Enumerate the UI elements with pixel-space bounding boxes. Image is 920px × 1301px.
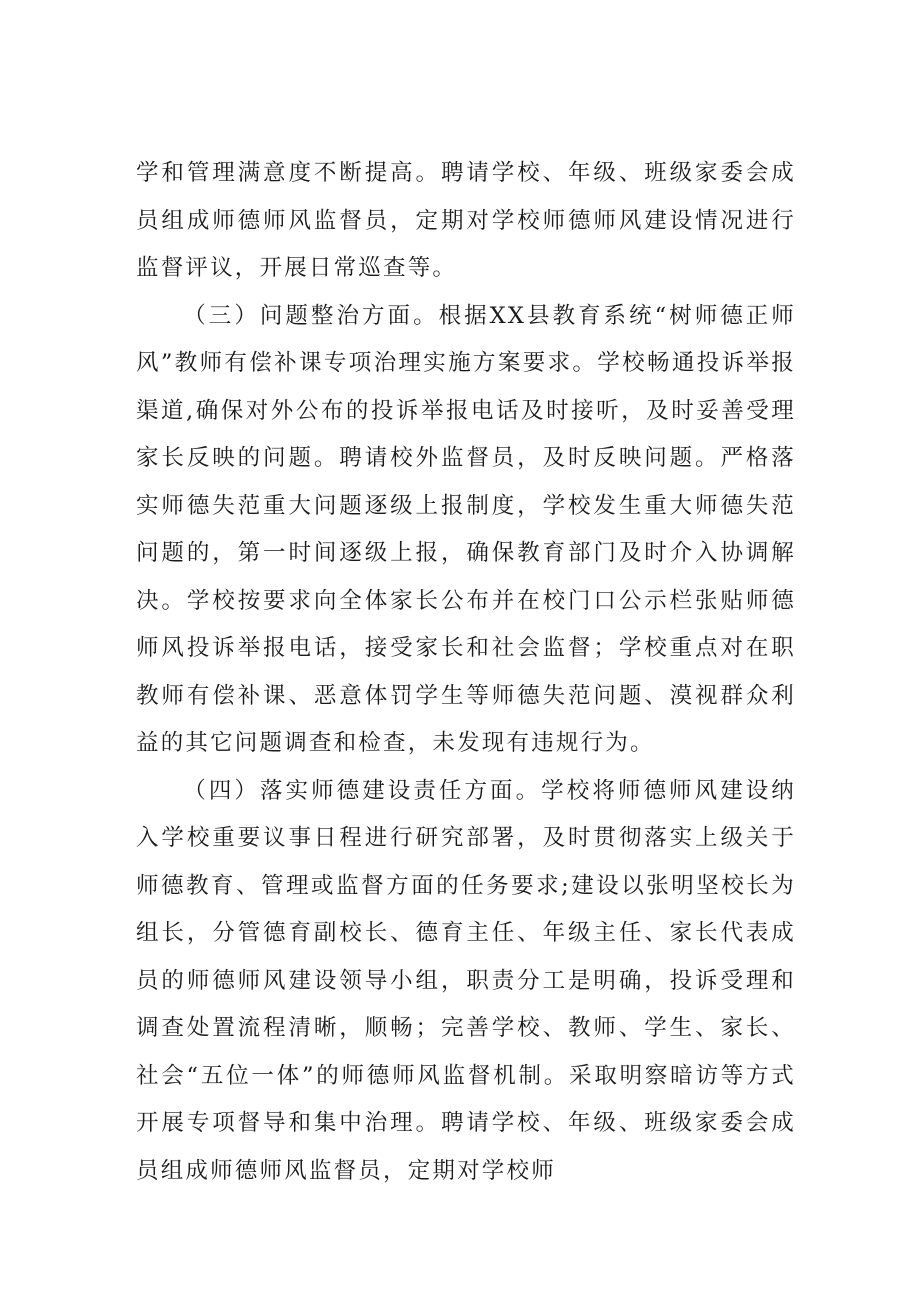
paragraph-continuation: 学和管理满意度不断提高。聘请学校、年级、班级家委会成员组成师德师风监督员，定期对学校师德师风建设情况进行监督评议，开展日常巡查等。	[136, 160, 796, 281]
paragraph-issue-rectification: （三）问题整治方面。根据XX县教育系统“树师德正师风”教师有偿补课专项治理实施方案要求。学校畅通投诉举报渠道,确保对外公布的投诉举报电话及时接听，及时妥善受理家长反映的问题。聘请校外监督员，及时反映问题。严格落实师德失范重大问题逐级上报制度，学校发生重大师德失范问题的，第一时间逐级上报，确保教育部门及时介入协调解决。学校按要求向全体家长公布并在校门口公示栏张贴师德师风投诉举报电话，接受家长和社会监督；学校重点对在职教师有偿补课、恶意体罚学生等师德失范问题、漠视群众利益的其它问题调查和检查，未发现有违规行为。	[136, 302, 796, 756]
paragraph-responsibility: （四）落实师德建设责任方面。学校将师德师风建设纳入学校重要议事日程进行研究部署，及时贯彻落实上级关于师德教育、管理或监督方面的任务要求;建设以张明坚校长为组长，分管德育副校长、德育主任、年级主任、家长代表成员的师德师风建设领导小组，职责分工是明确，投诉受理和调查处置流程清晰，顺畅；完善学校、教师、学生、家长、社会“五位一体”的师德师风监督机制。采取明察暗访等方式开展专项督导和集中治理。聘请学校、年级、班级家委会成员组成师德师风监督员，定期对学校师	[136, 777, 796, 1184]
document-body	[136, 150, 796, 1195]
